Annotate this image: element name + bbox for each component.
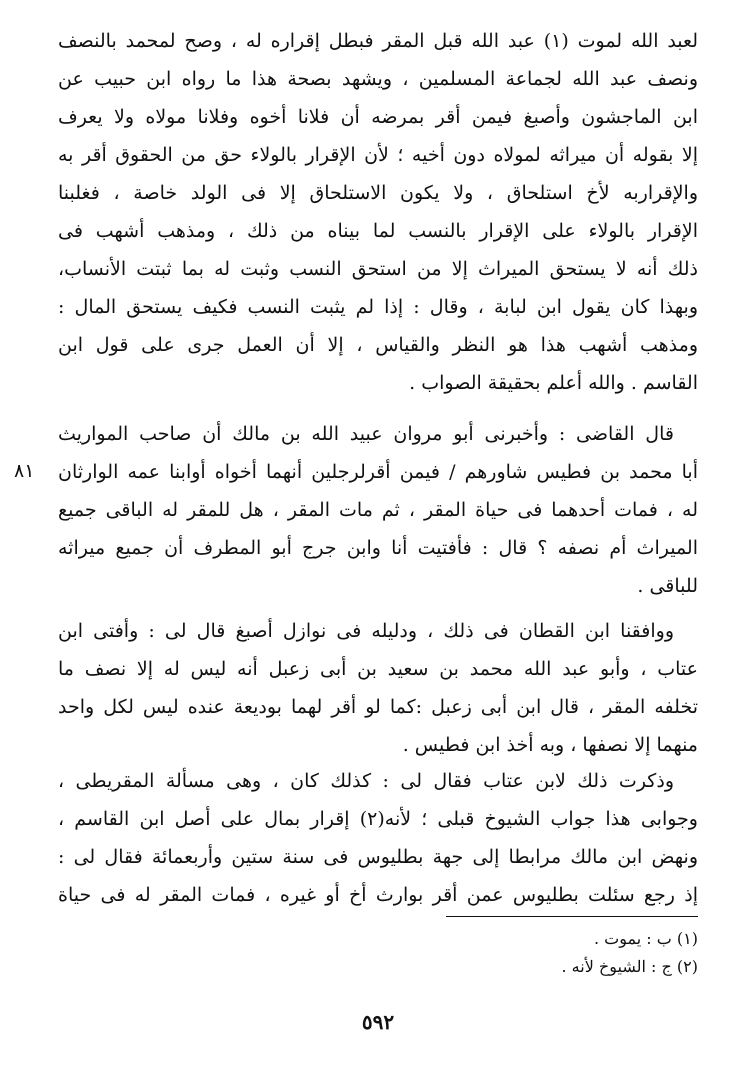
text-line: ابن الماجشون وأصبغ فيمن أقر بمرضه أن فلانا أخوه وفلانا مولاه ولا يعرف <box>58 106 698 128</box>
page-number: ٥٩٢ <box>361 1010 395 1034</box>
text-line: ذلك أنه لا يستحق الميراث إلا من استحق النسب وثبت له بما ثبتت الأنساب، <box>58 258 698 280</box>
paragraph-1 <box>58 22 698 402</box>
text-line: إذ رجع سئلت بطليوس عمن أقر بوارث أخ أو غيره ، فمات المقر له فى حياة <box>58 884 698 906</box>
text-line: القاسم . والله أعلم بحقيقة الصواب . <box>409 372 698 394</box>
paragraph-2 <box>58 415 698 605</box>
text-line: قال القاضى : وأخبرنى أبو مروان عبيد الله بن مالك أن صاحب المواريث <box>58 423 674 445</box>
text-line: منهما إلا نصفها ، وبه أخذ ابن فطيس . <box>402 734 698 756</box>
text-line: للباقى . <box>637 575 698 597</box>
text-line: وذكرت ذلك لابن عتاب فقال لى : كذلك كان ، وهى مسألة المقريطى ، <box>58 770 674 792</box>
text-line: الإقرار بالولاء على الإقرار بالنسب لما بيناه من ذلك ، ومذهب أشهب فى <box>58 220 698 242</box>
text-line: عتاب ، وأبو عبد الله محمد بن سعيد بن أبى زعبل أنه ليس له إلا نصف ما <box>58 658 698 680</box>
paragraph-4 <box>58 762 698 914</box>
text-line: ووافقنا ابن القطان فى ذلك ، ودليله فى نوازل أصبغ قال لى : وأفتى ابن <box>58 620 674 642</box>
text-line: تخلفه المقر ، قال ابن أبى زعبل :كما لو أقر لهما بوديعة عنده ليس لكل واحد <box>58 696 698 718</box>
text-line: لعبد الله لموت (١) عبد الله قبل المقر فبطل إقراره له ، وصح لمحمد بالنصف <box>58 30 698 52</box>
margin-folio-number: ٨١ <box>14 460 35 482</box>
text-line: إلا بقوله أن ميراثه لمولاه دون أخيه ؛ لأن الإقرار بالولاء حق من الحقوق أقر به <box>58 144 698 166</box>
text-line: ومذهب أشهب هذا هو النظر والقياس ، إلا أن العمل جرى على قول ابن <box>58 334 698 356</box>
text-line: ونهض ابن مالك مرابطا إلى جهة بطليوس فى سنة ستين وأربعمائة فقال لى : <box>58 846 698 868</box>
footnote-1: (١) ب : يموت . <box>594 929 698 948</box>
text-line: أبا محمد بن فطيس شاورهم / فيمن أقرلرجلين أنهما أخواه أوابنا عمه الوارثان <box>58 461 698 483</box>
text-line: ونصف عبد الله لجماعة المسلمين ، ويشهد بصحة هذا ما رواه ابن حبيب عن <box>58 68 698 90</box>
text-line: الميراث أم نصفه ؟ قال : فأفتيت أنا وابن جرج أبو المطرف أن جميع ميراثه <box>58 537 698 559</box>
paragraph-3 <box>58 612 698 764</box>
footnote-divider <box>446 916 698 917</box>
text-line: له ، فمات أحدهما فى حياة المقر ، ثم مات المقر ، هل للمقر له الباقى جميع <box>58 499 698 521</box>
footnote-2: (٢) ج : الشيوخ لأنه . <box>561 957 698 976</box>
text-line: والإقراربه لأخ استلحاق ، ولا يكون الاستلحاق إلا فى الولد خاصة ، فغلبنا <box>58 182 698 204</box>
text-line: وجوابى هذا جواب الشيوخ قبلى ؛ لأنه(٢) إقرار بمال على أصل ابن القاسم ، <box>58 808 698 830</box>
text-line: وبهذا كان يقول ابن لبابة ، وقال : إذا لم يثبت النسب فكيف يستحق المال : <box>58 296 698 318</box>
